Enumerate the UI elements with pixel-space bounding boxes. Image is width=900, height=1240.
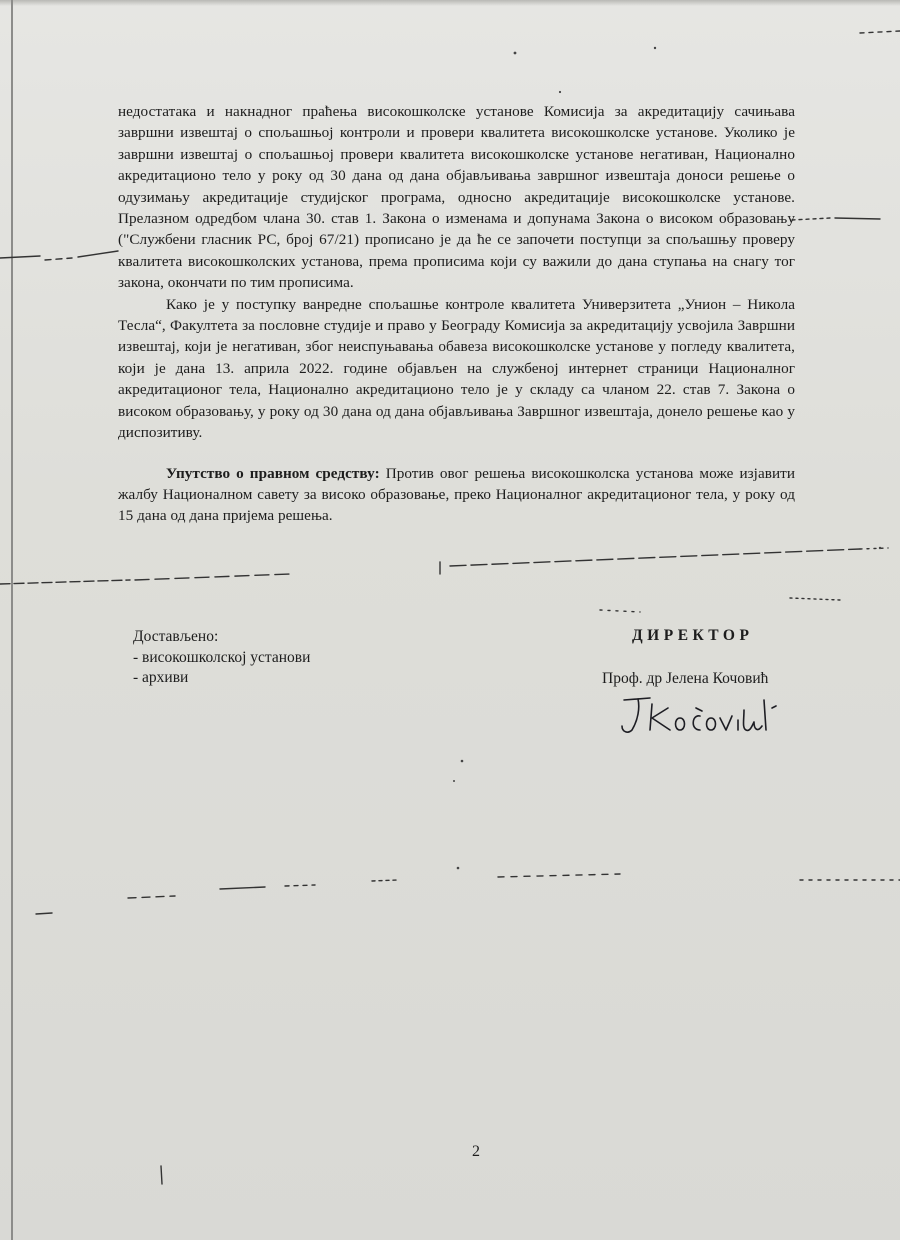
legal-remedy-label: Упутство о правном средству: xyxy=(166,464,380,482)
director-name: Проф. др Јелена Кочовић xyxy=(602,669,769,687)
director-title: ДИРЕКТОР xyxy=(632,627,754,644)
delivered-item-archive: - архиви xyxy=(133,669,189,687)
delivered-item-institution: - високошколској установи xyxy=(133,648,311,666)
paragraph-legal-remedy xyxy=(118,463,795,527)
signature-block xyxy=(588,626,808,689)
handwritten-signature xyxy=(616,690,786,740)
page-number: 2 xyxy=(472,1143,480,1160)
paragraph-reasoning: Како је у поступку ванредне спољашње контроле квалитета Универзитета „Унион – Никола Тесла“, Факултета за пословне студије и право у Београду Комисија за акредитацију усвојила Завршни извештај, који је негативан, због неиспуњавања обавеза високошколске установе у погледу квалитета, који је дана 13. априла 2022. године објављен на службеној интернет страници Националног акредитационог тела, Национално акредитационо тело је у складу са чланом 22. став 7. Закона о високом образовању, у року од 30 дана од дана објављивања Завршног извештаја, донело решење као у диспозитиву. xyxy=(118,295,795,442)
delivered-heading: Достављено: xyxy=(133,628,219,645)
legal-remedy-text: Против овог решења високошколска установа може изјавити жалбу Националном савету за високо образовање, преко Националног акредитационог тела, у року од 15 дана од дана пријема решења. xyxy=(118,464,795,525)
delivered-to-block xyxy=(133,627,310,689)
scan-top-edge xyxy=(0,0,900,6)
decision-body xyxy=(118,101,795,527)
paragraph-procedure: недостатака и накнадног праћења високошколске установе Комисија за акредитацију сачињава завршни извештај о спољашњој контроли и провери квалитета високошколске установе. Уколико је завршни извештај о спољашњој провери квалитета високошколске установе негативан, Национално акредитационо тело у року од 30 дана од дана објављивања завршног извештаја доноси решење о одузимању акредитације студијског програма, односно акредитације високошколске установе. Прелазном одредбом члана 30. став 1. Закона о изменама и допунама Закона о високом образовању ("Службени гласник РС, број 67/21) прописано је да ће се започети поступци за спољашњу проверу квалитета високошколских установа, према прописима који су важили до дана ступања на снагу тог закона, окончати по тим прописима. xyxy=(118,103,795,292)
scan-left-edge xyxy=(11,0,13,1240)
